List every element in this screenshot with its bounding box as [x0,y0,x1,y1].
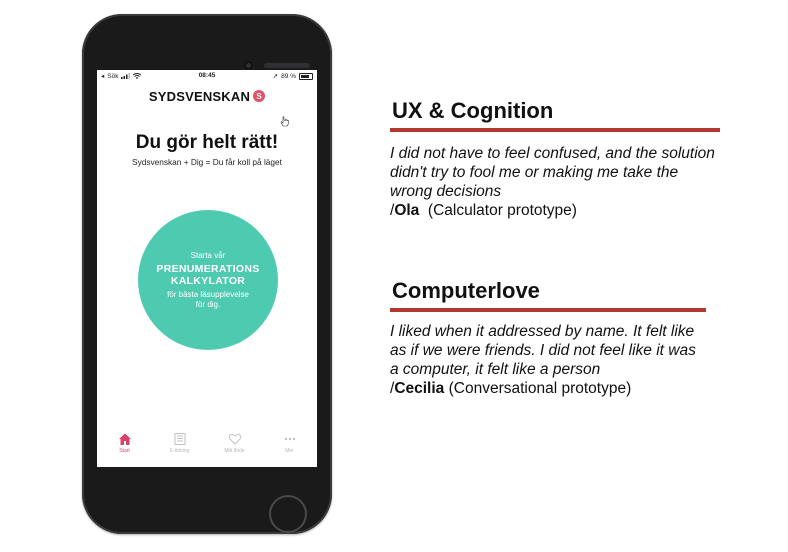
brand-badge-icon: S [253,90,265,102]
camera-icon [244,61,253,70]
home-icon [118,432,132,446]
section-title: Computerlove [392,278,540,303]
tab-label: E-tidning [169,448,190,454]
phone-screen [97,70,317,467]
page-headline: Du gör helt rätt! [135,132,279,153]
user-quote: I did not have to feel confused, and the solution didn't try to fool me or making me take the wrong decisions [390,145,715,200]
cta-title-line: PRENUMERATIONS [156,262,260,275]
section-divider [390,128,720,132]
status-right [273,72,313,80]
tab-mer[interactable] [262,432,317,454]
tab-label: Start [119,448,130,454]
tab-start[interactable] [97,432,152,454]
tab-mitt-flode[interactable] [207,432,262,454]
more-icon [283,432,297,446]
calculator-cta-button[interactable] [138,210,278,350]
tab-label: Mer [285,448,294,454]
attrib-prefix: / [390,202,395,219]
section-title: UX & Cognition [392,98,554,123]
attrib-context: (Calculator prototype) [427,202,577,219]
page-subline: Sydsvenskan + Dig = Du får koll på läget [132,157,282,167]
home-button[interactable] [269,495,307,533]
heart-icon [228,432,242,446]
tab-label: Mitt flöde [224,448,245,454]
attrib-name: Cecilia [394,380,445,397]
back-arrow-icon[interactable]: ◂ [101,73,105,80]
quote-attribution [390,201,720,220]
attrib-name: Ola [394,202,420,219]
battery-percent: 89 % [281,72,296,80]
user-quote: I liked when it addressed by name. It felt like as if we were friends. I did not feel like it was a computer, it felt like a person [390,323,696,378]
status-bar [97,70,317,82]
carrier-label[interactable]: Sök [107,72,119,80]
section-divider [390,308,706,312]
attrib-context: (Conversational prototype) [448,380,632,397]
attrib-prefix: / [390,380,395,397]
tab-etidning[interactable] [152,432,207,454]
hand-cursor-icon [280,116,290,128]
battery-icon [299,73,313,80]
cta-line: för bästa läsupplevelse [167,289,249,299]
section-computerlove [390,278,706,398]
cta-title-line: KALKYLATOR [170,274,246,287]
section-ux-cognition [390,98,720,220]
bottom-tab-bar [97,432,317,462]
brand-header [97,86,317,106]
cta-line: Starta vår [190,250,226,260]
quote-attribution [390,379,706,398]
newspaper-icon [173,432,187,446]
cta-line: för dig. [195,299,221,309]
status-time: 08:45 [198,72,216,79]
speaker-grille [264,63,310,68]
brand-logo-text: SYDSVENSKAN [148,88,251,104]
location-icon: ➚ [272,73,279,80]
